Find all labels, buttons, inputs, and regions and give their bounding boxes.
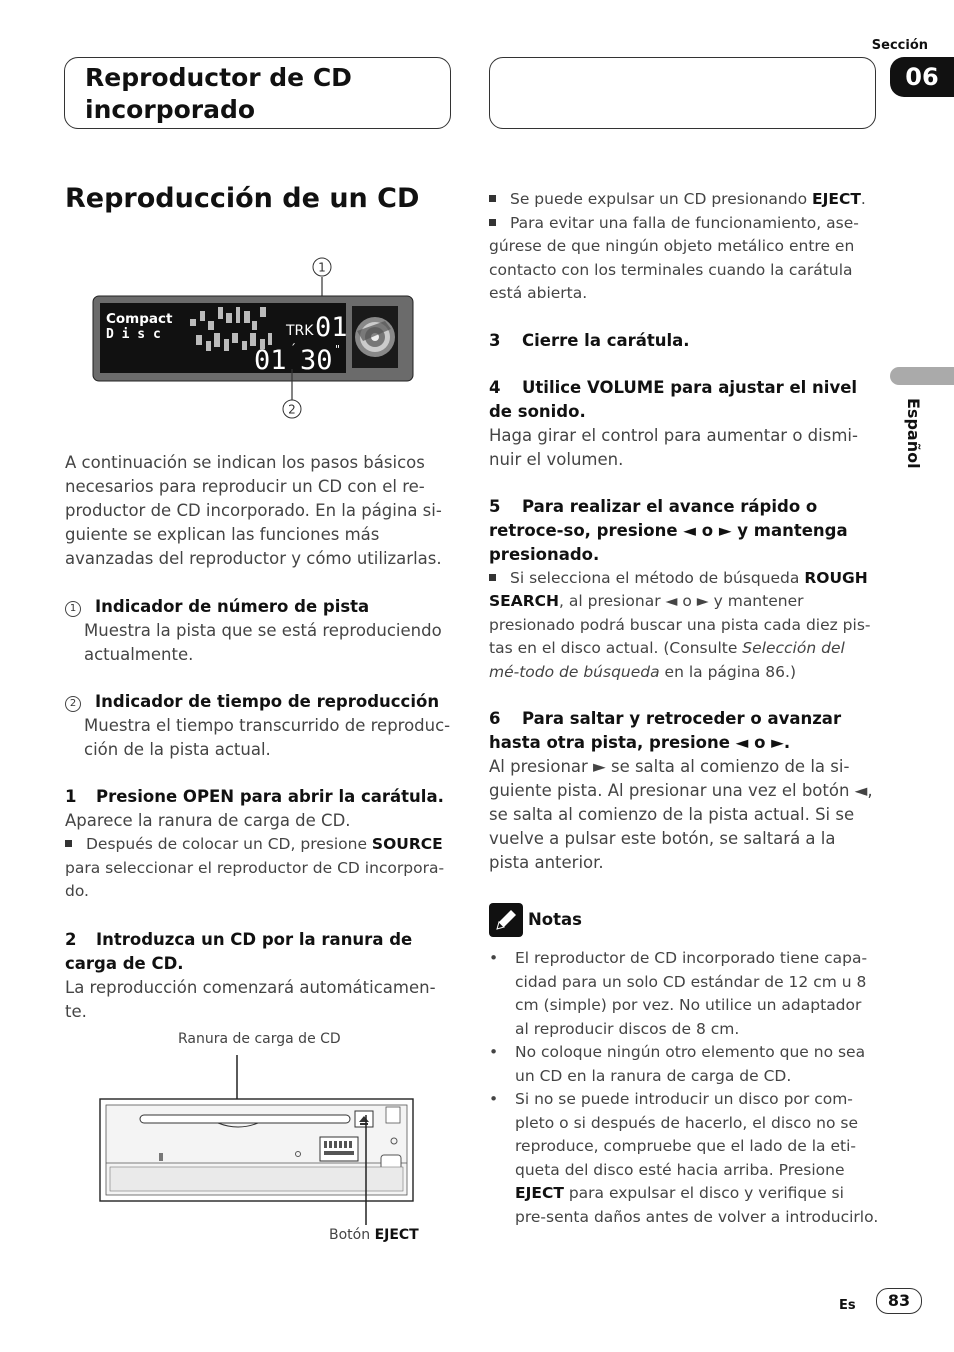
item1-text: Muestra la pista que se está reproduciendo actualmente. [84, 621, 442, 664]
step5-bullet: Si selecciona el método de búsqueda ROUGH SEARCH, al presionar ◄ o ► y mantener presionado podrá buscar una pista cada diez pis-tas en el disco actual. (Consulte Selección del mé-todo de búsqueda en la página 86.) [489, 568, 871, 681]
intro-paragraph: A continuación se indican los pasos básicos necesarios para reproducir un CD con el re-productor de CD incorporado. En la página si-guiente se explican las funciones más avanzadas del reproductor y cómo utilizarlas. [65, 453, 442, 568]
cd-display-figure [92, 255, 416, 425]
item2-title-row [65, 690, 455, 714]
step1-title-row [65, 785, 455, 809]
step1-title: Presione OPEN para abrir la carátula. [96, 787, 444, 806]
step6-title: Para saltar y retroceder o avanzar hasta otra pista, presione ◄ o ►. [489, 709, 842, 752]
eject-caption: Botón EJECT [329, 1227, 419, 1243]
item1-number: 1 [65, 601, 81, 617]
callout-1: 1 [318, 260, 326, 275]
step1-text: Aparece la ranura de carga de CD. [65, 811, 351, 830]
svg-text:": " [335, 343, 341, 356]
page-number: 83 [876, 1288, 922, 1314]
step2-title: Introduzca un CD por la ranura de carga de CD. [65, 929, 413, 973]
step5-number: 5 [489, 496, 501, 516]
step1-number: 1 [65, 787, 77, 806]
notes-title: Notas [528, 910, 582, 929]
step4-text: Haga girar el control para aumentar o dismi-nuir el volumen. [489, 425, 858, 469]
item1-title: Indicador de número de pista [95, 597, 370, 616]
minutes-value: 01 [254, 345, 287, 376]
right-column [489, 188, 879, 1229]
callout-2: 2 [288, 402, 296, 417]
section-number: 06 [890, 57, 954, 97]
step2-text: La reproducción comenzará automáticamen-te. [65, 977, 436, 1021]
cd-slot-figure [98, 1055, 418, 1225]
step6-text: Al presionar ► se salta al comienzo de la si-guiente pista. Al presionar una vez el botón ◄, se salta al comienzo de la pista actual. Si se vuelve a pulsar este botón, se saltará a la pista anterior. [489, 757, 873, 872]
footer-lang-code: Es [839, 1298, 856, 1313]
language-tab [890, 367, 954, 385]
header-left-box [64, 57, 451, 129]
compact-disc-logo-top: Compact [106, 311, 173, 327]
language-label: Español [904, 398, 923, 469]
step3-title-row [489, 329, 879, 353]
step5-title: Para realizar el avance rápido o retroce-so, presione ◄ o ► y mantenga presionado. [489, 496, 848, 564]
trk-label: TRK [286, 323, 314, 339]
section-label: Sección [871, 38, 928, 53]
header-title [85, 62, 352, 126]
step3-title: Cierre la carátula. [522, 330, 690, 350]
item1-title-row [65, 595, 455, 619]
seconds-value: 30 [300, 345, 333, 376]
track-number: 01 [315, 312, 348, 343]
header-right-box [489, 57, 876, 129]
compact-disc-logo-bottom: D i s c [106, 327, 161, 342]
step2-number: 2 [65, 929, 77, 949]
step4-title: Utilice VOLUME para ajustar el nivel de sonido. [489, 377, 858, 421]
right-bullet-1: Se puede expulsar un CD presionando EJECT. [489, 188, 879, 212]
step4-number: 4 [489, 377, 501, 397]
display-illustration [92, 255, 416, 425]
note-3: • Si no se puede introducir un disco por com-pleto o si después de hacerlo, el disco no se reproduce, compruebe que el lado de la eti-queta del disco esté hacia arriba. Presione EJECT para expulsar el disco y verifique si pre-senta daños antes de volver a introducirlo. [489, 1088, 879, 1229]
notes-header [489, 903, 879, 937]
step6-title-row [489, 707, 879, 755]
step6-number: 6 [489, 709, 501, 728]
right-bullet-2: Para evitar una falla de funcionamiento, ase-gúrese de que ningún objeto metálico entre en contacto con los terminales cuando la carátula está abierta. [489, 213, 859, 302]
note-1: • El reproductor de CD incorporado tiene capa-cidad para un solo CD estándar de 12 cm u 8 cm (simple) por vez. No utilice un adaptador al reproducir discos de 8 cm. [489, 947, 879, 1041]
disc-icon [355, 317, 395, 357]
step2-title-row [65, 928, 455, 976]
cd-slot-illustration [98, 1055, 418, 1225]
note-pencil-icon [489, 903, 523, 937]
page-title: Reproducción de un CD [65, 183, 420, 214]
step4-title-row [489, 376, 879, 424]
header-title-line1: Reproductor de CD [85, 63, 352, 92]
cd-slot [140, 1115, 350, 1123]
connector-terminal [320, 1137, 358, 1161]
svg-text:´: ´ [290, 342, 296, 356]
item2-number: 2 [65, 696, 81, 712]
notes-list [489, 947, 879, 1229]
item2-text: Muestra el tiempo transcurrido de reproduc-ción de la pista actual. [84, 716, 451, 759]
item2-title: Indicador de tiempo de reproducción [95, 692, 440, 711]
slot-caption: Ranura de carga de CD [178, 1031, 341, 1047]
step1-bullet: Después de colocar un CD, presione SOURCE para seleccionar el reproductor de CD incorpora-do. [65, 835, 445, 900]
note-2: • No coloque ningún otro elemento que no sea un CD en la ranura de carga de CD. [489, 1041, 879, 1088]
header-title-line2: incorporado [85, 95, 256, 124]
step3-number: 3 [489, 330, 501, 350]
left-column [65, 451, 455, 1024]
step5-title-row [489, 495, 879, 567]
